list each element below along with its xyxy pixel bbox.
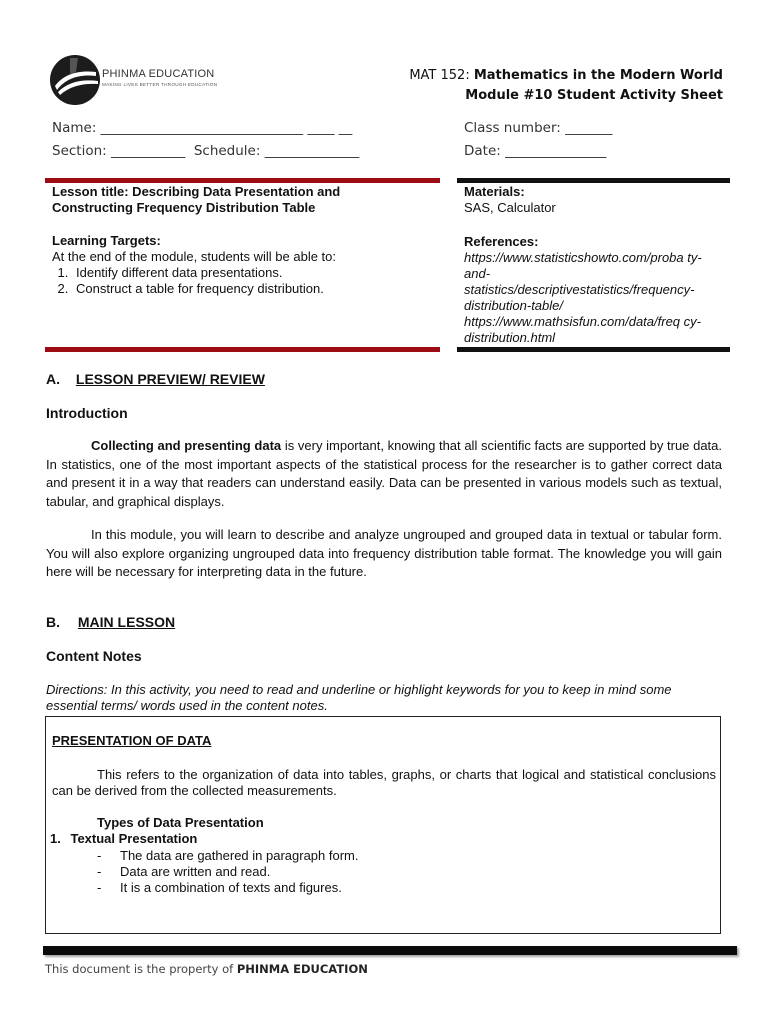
logo-tagline: MAKING LIVES BETTER THROUGH EDUCATION: [102, 82, 218, 87]
section-a-letter: A.: [46, 371, 60, 387]
materials-heading: Materials:: [464, 184, 525, 199]
section-b-letter: B.: [46, 614, 60, 630]
section-b-heading: [46, 614, 175, 630]
type-1-label: Textual Presentation: [70, 831, 198, 846]
content-notes-box: [45, 716, 721, 934]
content-notes-heading: Content Notes: [46, 648, 142, 664]
reference-line[interactable]: statistics/descriptivestatistics/frequency-: [464, 282, 695, 297]
learning-targets-heading: Learning Targets:: [52, 233, 161, 248]
footer-text: [45, 962, 368, 976]
directions-text: Directions: In this activity, you need to read and underline or highlight keywords for you to keep in mind some essential terms/ words used in the content notes.: [46, 682, 672, 713]
bullet-item: - Data are written and read.: [97, 864, 358, 880]
type-1-number: 1.: [50, 831, 61, 846]
module-title: Module #10 Student Activity Sheet: [465, 88, 723, 103]
learning-target-2: 2. Construct a table for frequency distribution.: [72, 281, 324, 297]
top-black-rule: [457, 178, 730, 183]
intro-paragraph-1: [46, 437, 722, 511]
types-heading: Types of Data Presentation: [97, 815, 264, 830]
box-title: PRESENTATION OF DATA: [52, 733, 212, 748]
reference-line[interactable]: distribution-table/: [464, 298, 563, 313]
bullet-item: - It is a combination of texts and figures.: [97, 880, 358, 896]
logo-name: PHINMA EDUCATION: [102, 68, 215, 80]
section-a-title: LESSON PREVIEW/ REVIEW: [75, 371, 265, 387]
box-definition: This refers to the organization of data into tables, graphs, or charts that logical and statistical conclusions can be derived from the collected measurements.: [52, 767, 716, 798]
introduction-heading: Introduction: [46, 405, 128, 421]
learning-targets-list: [25, 265, 324, 297]
course-header: [409, 66, 723, 106]
references-heading: References:: [464, 234, 539, 249]
learning-targets-intro: At the end of the module, students will be able to:: [52, 249, 337, 264]
bottom-black-rule: [457, 347, 730, 352]
date-field[interactable]: Date: _______________: [464, 143, 607, 159]
lesson-title: Lesson title: Describing Data Presentation and Constructing Frequency Distribution Table: [52, 184, 341, 215]
section-b-title: MAIN LESSON: [77, 614, 176, 630]
footer-bar: [43, 946, 737, 955]
intro-paragraph-2: In this module, you will learn to describe and analyze ungrouped and grouped data in textual or tabular form. You will also explore organizing ungrouped data into frequency distribution table format. The knowledge you will gain here will be necessary for interpreting data in the future.: [46, 527, 722, 579]
course-title: Mathematics in the Modern World: [473, 68, 723, 83]
learning-target-1: 1. Identify different data presentations.: [72, 265, 324, 281]
intro-keyword: Collecting and presenting data: [91, 438, 282, 453]
reference-line[interactable]: and-: [464, 266, 491, 281]
bullet-item: - The data are gathered in paragraph form.: [97, 848, 358, 864]
materials-text: SAS, Calculator: [464, 200, 556, 215]
footer-owner: PHINMA EDUCATION: [236, 962, 368, 976]
reference-line[interactable]: https://www.mathsisfun.com/data/freq cy-: [464, 314, 701, 329]
reference-line[interactable]: distribution.html: [464, 330, 556, 345]
references-list: [464, 250, 729, 346]
intro-paragraph-1-text: is very important, knowing that all scientific facts are supported by true data. In statistics, one of the most important aspects of the statistical process for the researcher is to gather correct data and present it in a way that readers can understand easily. Data can be presented in various models such as textual, tabular, and graphical displays.: [46, 438, 723, 509]
section-a-heading: [46, 371, 265, 387]
reference-line[interactable]: https://www.statisticshowto.com/proba ty-: [464, 250, 702, 265]
type-1: [50, 831, 197, 847]
bottom-red-rule: [45, 347, 440, 352]
section-schedule-field[interactable]: Section: ___________ Schedule: ______________: [52, 143, 360, 159]
footer-prefix: This document is the property of: [45, 962, 237, 976]
name-field[interactable]: Name: ______________________________ ____ __: [52, 120, 353, 136]
textual-bullets: [97, 848, 358, 896]
top-red-rule: [45, 178, 440, 183]
course-code: MAT 152:: [409, 68, 474, 83]
logo-wordmark: [102, 68, 217, 87]
class-number-field[interactable]: Class number: _______: [464, 120, 613, 136]
